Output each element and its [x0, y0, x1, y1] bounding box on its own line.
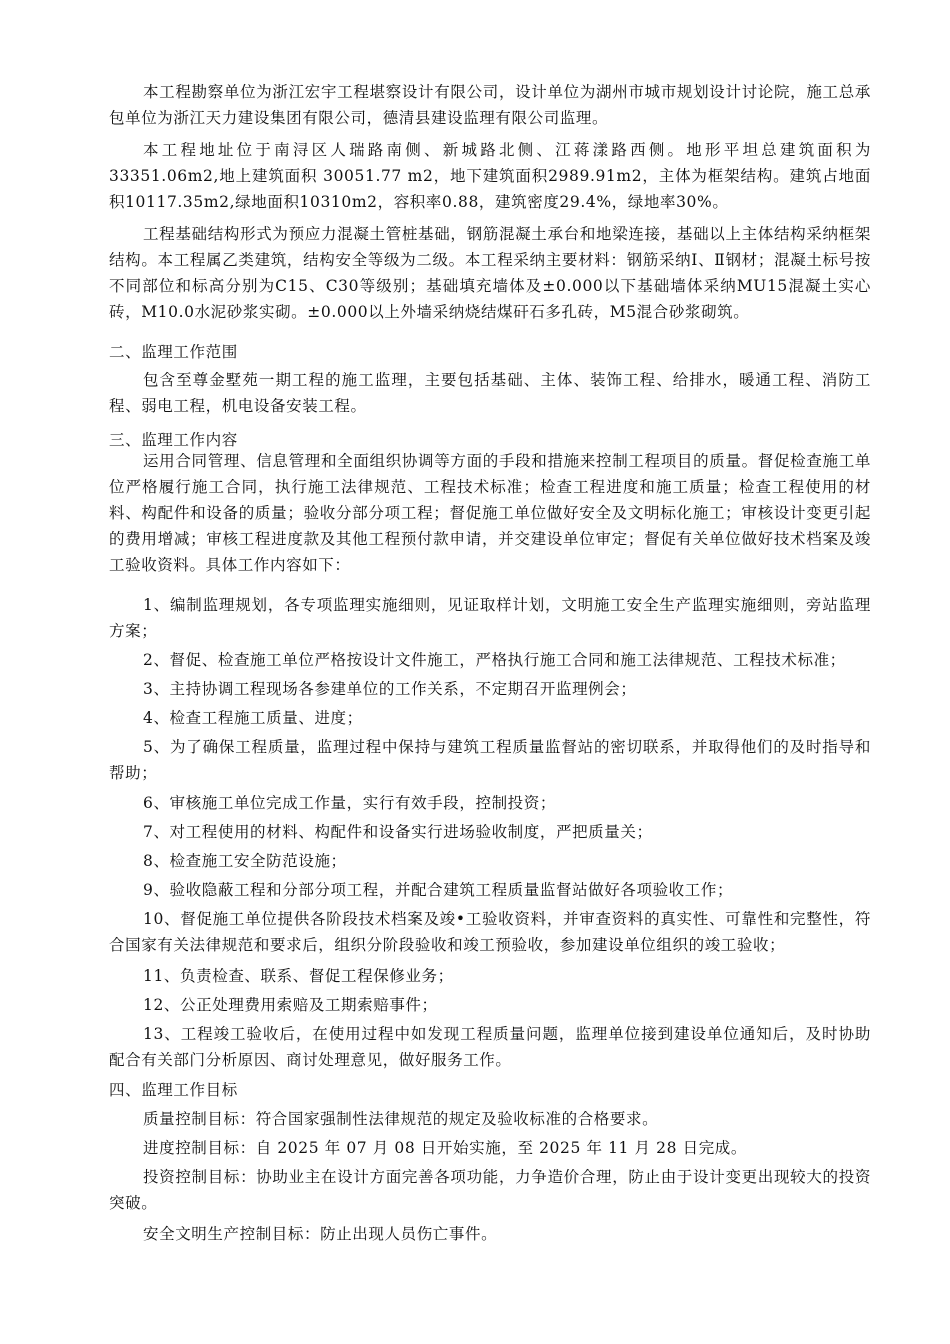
work-item-1: 1、编制监理规划，各专项监理实施细则，见证取样计划，文明施工安全生产监理实施细则，旁站监理方案； — [109, 596, 871, 640]
safety-target: 安全文明生产控制目标：防止出现人员伤亡事件。 — [143, 1225, 498, 1243]
work-item-13: 13、工程竣工验收后，在使用过程中如发现工程质量问题，监理单位接到建设单位通知后，及时协助配合有关部门分析原因、商讨处理意见，做好服务工作。 — [109, 1025, 871, 1069]
work-item-11: 11、负责检查、联系、督促工程保修业务； — [143, 967, 454, 985]
work-item-9: 9、验收隐蔽工程和分部分项工程，并配合建筑工程质量监督站做好各项验收工作； — [143, 881, 734, 899]
investment-target: 投资控制目标：协助业主在设计方面完善各项功能，力争造价合理，防止由于设计变更出现较大的投资突破。 — [109, 1168, 871, 1212]
schedule-target: 进度控制目标：自 2025 年 07 月 08 日开始实施，至 2025 年 11 月 28 日完成。 — [143, 1139, 748, 1157]
scope-paragraph: 包含至尊金墅苑一期工程的施工监理，主要包括基础、主体、装饰工程、给排水，暖通工程、消防工程、弱电工程，机电设备安装工程。 — [109, 371, 871, 415]
section-4-heading: 四、监理工作目标 — [109, 1081, 238, 1099]
quality-target: 质量控制目标：符合国家强制性法律规范的规定及验收标准的合格要求。 — [143, 1110, 659, 1128]
work-item-2: 2、督促、检查施工单位严格按设计文件施工，严格执行施工合同和施工法律规范、工程技术标准； — [143, 651, 846, 669]
section-3-heading: 三、监理工作内容 — [109, 431, 238, 449]
work-item-5: 5、为了确保工程质量，监理过程中保持与建筑工程质量监督站的密切联系，并取得他们的及时指导和帮助； — [109, 738, 871, 782]
work-item-6: 6、审核施工单位完成工作量，实行有效手段，控制投资； — [143, 794, 556, 812]
work-item-7: 7、对工程使用的材料、构配件和设备实行进场验收制度，严把质量关； — [143, 823, 653, 841]
section-2-heading: 二、监理工作范围 — [109, 343, 238, 361]
work-content-intro: 运用合同管理、信息管理和全面组织协调等方面的手段和措施来控制工程项目的质量。督促检查施工单位严格履行施工合同，执行施工法律规范、工程技术标准；检查工程进度和施工质量；检查工程使用的材料、构配件和设备的质量；验收分部分项工程；督促施工单位做好安全及文明标化施工；审核设计变更引起的费用增减；审核工程进度款及其他工程预付款申请，并交建设单位审定；督促有关单位做好技术档案及竣工验收资料。具体工作内容如下： — [109, 452, 871, 574]
work-item-3: 3、主持协调工程现场各参建单位的工作关系，不定期召开监理例会； — [143, 680, 637, 698]
work-item-4: 4、检查工程施工质量、进度； — [143, 709, 363, 727]
site-area-paragraph: 本工程地址位于南浔区人瑞路南侧、新城路北侧、江蒋漾路西侧。地形平坦总建筑面积为33351.06m2,地上建筑面积 30051.77 m2，地下建筑面积2989.91m2，主体为框架结构。建筑占地面积10117.35m2,绿地面积10310m2，容积率0.88，建筑密度29.4%，绿地率30%。 — [109, 141, 871, 211]
survey-design-units-paragraph: 本工程勘察单位为浙江宏宇工程堪察设计有限公司，设计单位为湖州市城市规划设计讨论院，施工总承包单位为浙江天力建设集团有限公司，德清县建设监理有限公司监理。 — [109, 83, 871, 127]
work-item-8: 8、检查施工安全防范设施； — [143, 852, 347, 870]
structure-materials-paragraph: 工程基础结构形式为预应力混凝土管桩基础，钢筋混凝土承台和地梁连接，基础以上主体结构采纳框架结构。本工程属乙类建筑，结构安全等级为二级。本工程采纳主要材料：钢筋采纳Ⅰ、Ⅱ钢材；混凝土标号按不同部位和标高分别为C15、C30等级别；基础填充墙体及±0.000以下基础墙体采纳MU15混凝土实心砖，M10.0水泥砂浆实砌。±0.000以上外墙采纳烧结煤矸石多孔砖，M5混合砂浆砌筑。 — [109, 225, 871, 321]
work-item-12: 12、公正处理费用索赔及工期索赔事件； — [143, 996, 438, 1014]
work-item-10: 10、督促施工单位提供各阶段技术档案及竣•工验收资料，并审查资料的真实性、可靠性和完整性，符合国家有关法律规范和要求后，组织分阶段验收和竣工预验收，参加建设单位组织的竣工验收； — [109, 910, 871, 954]
